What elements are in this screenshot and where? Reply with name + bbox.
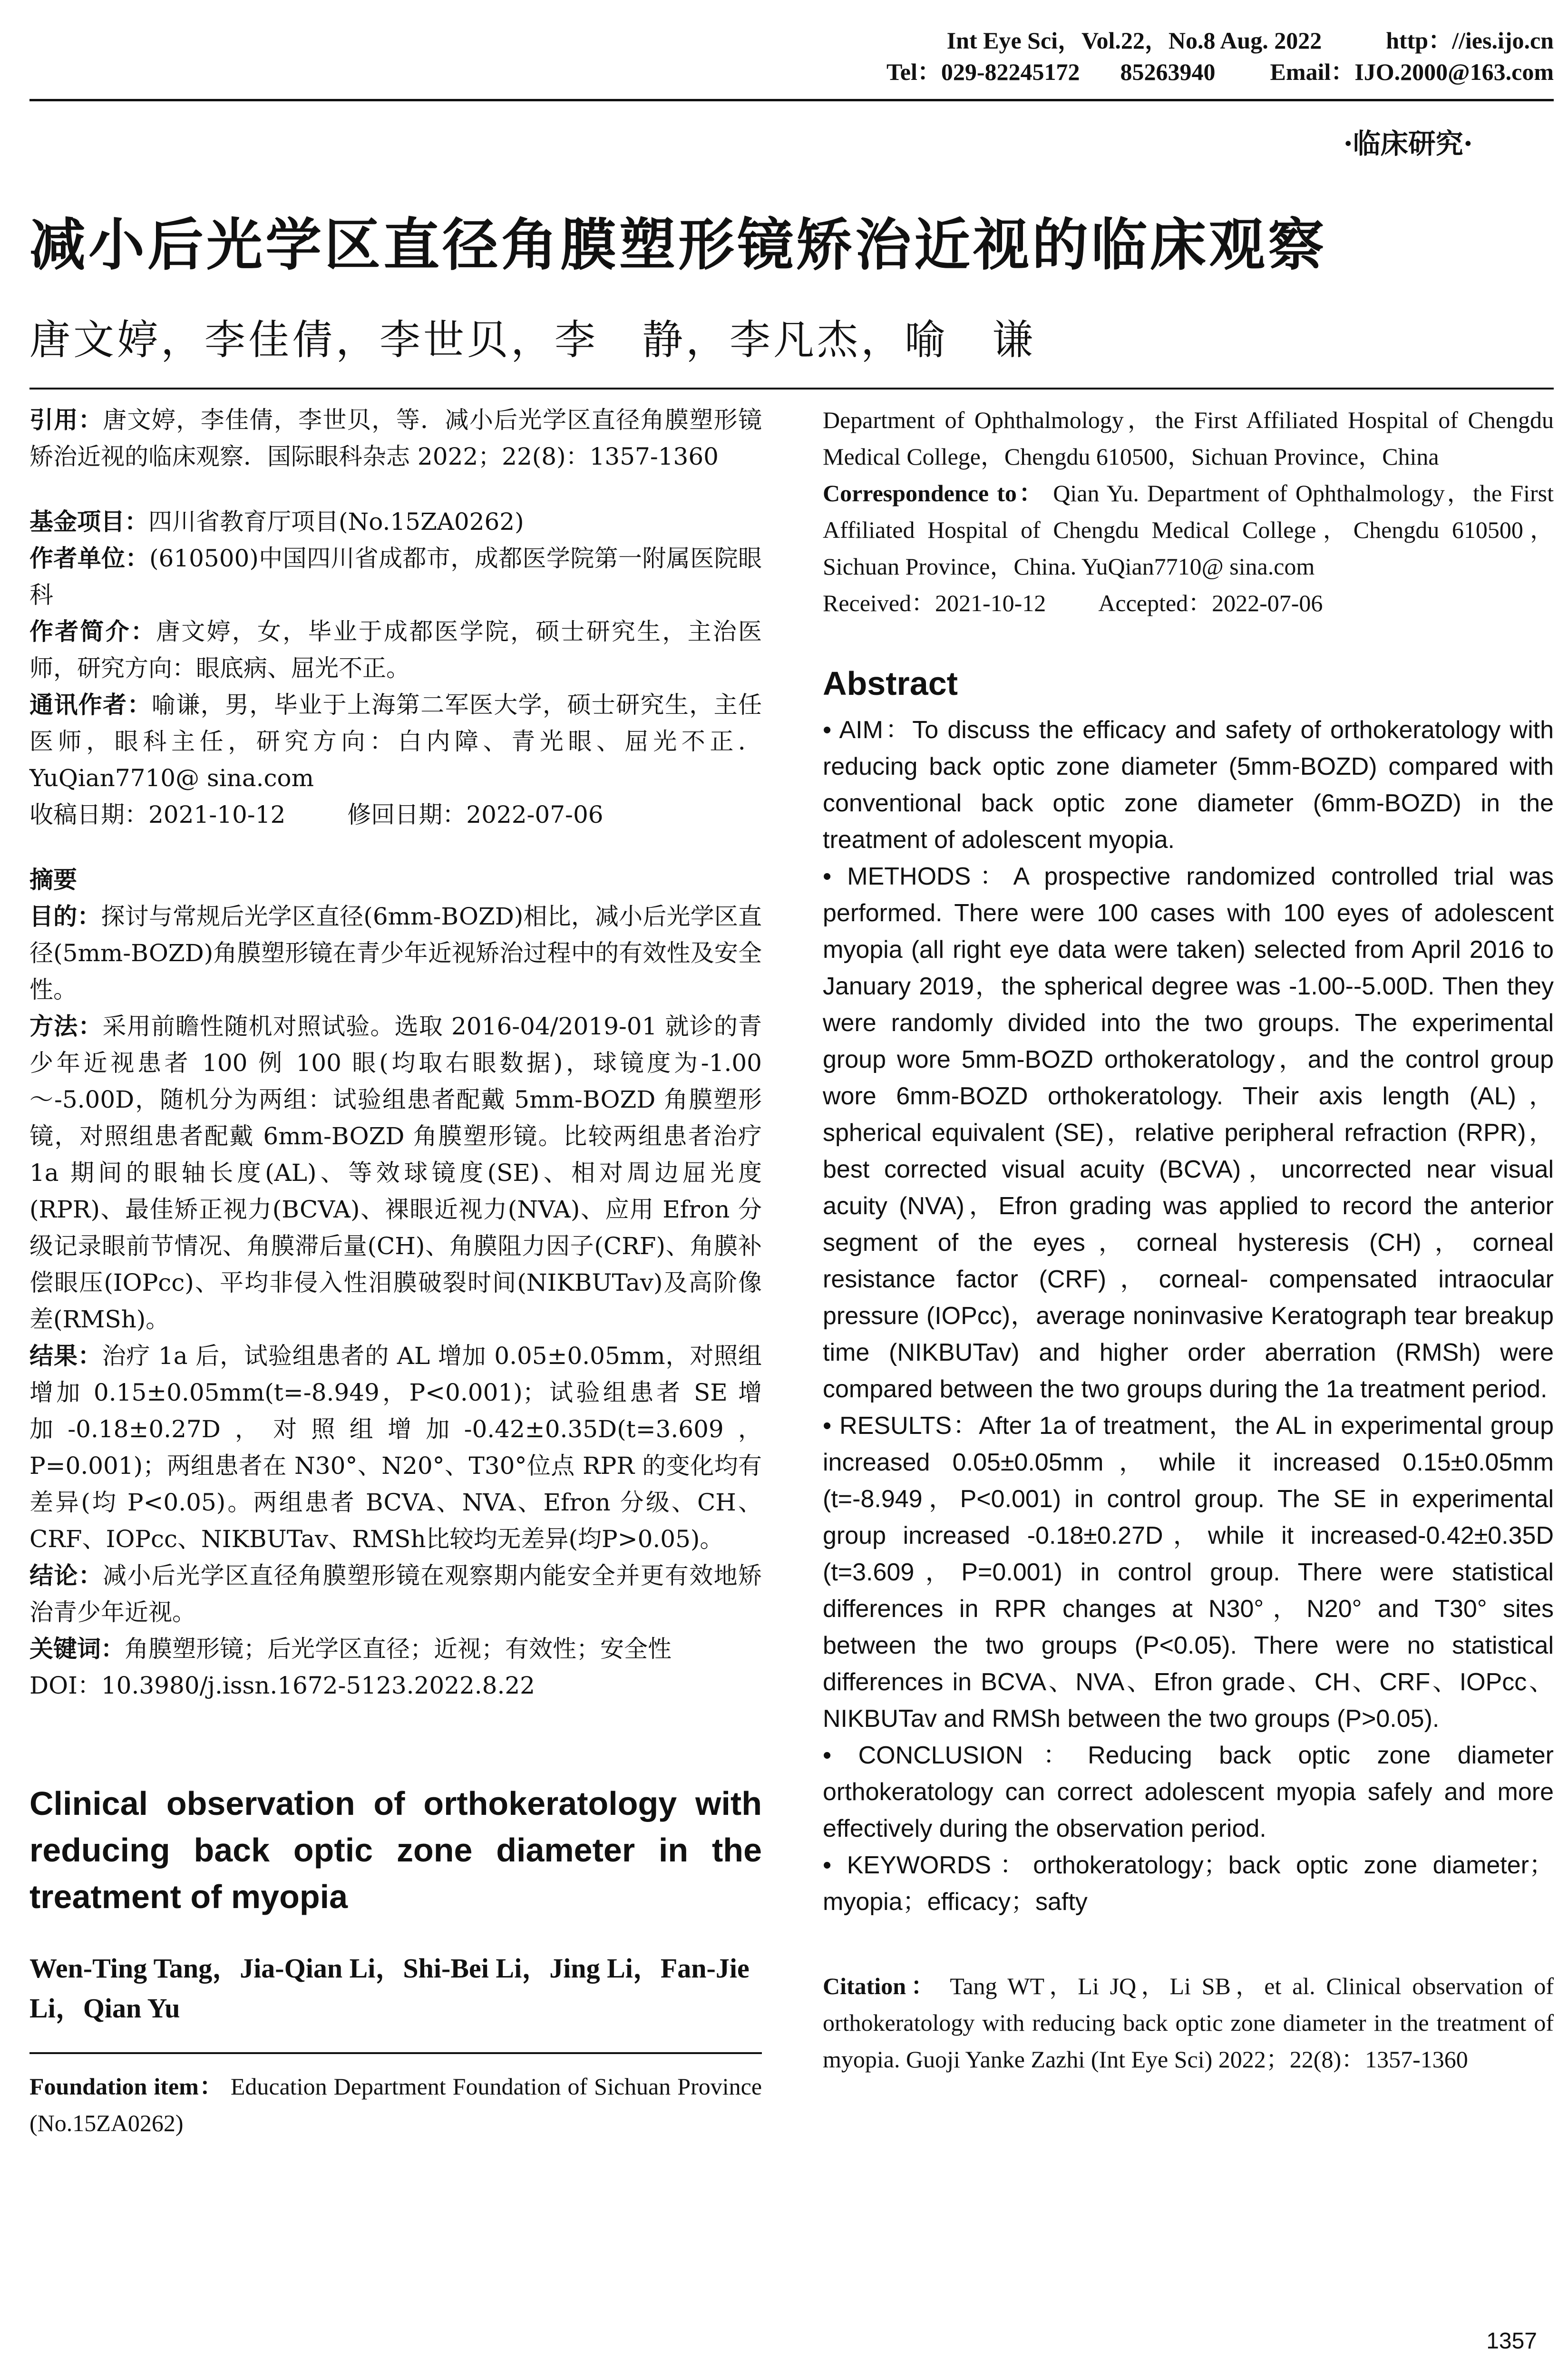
en-correspondence: Correspondence to： Qian Yu. Department of Ophthalmology，the First Affiliated Hospital of Chengdu Medical College，Chengdu 610500，Sichuan Province，China. YuQian7710@ sina.com xyxy=(823,480,1554,580)
en-title: Clinical observation of orthokeratology with reducing back optic zone diameter in the treatment of myopia xyxy=(29,1785,762,1915)
cn-corr: 通讯作者：喻谦，男，毕业于上海第二军医大学，硕士研究生，主任医师，眼科主任，研究方向：白内障、青光眼、屈光不正．YuQian7710@ sina.com xyxy=(29,691,762,792)
en-dates xyxy=(823,585,1554,622)
foundation-rule xyxy=(29,2052,762,2054)
cn-abstract-heading: 摘要 xyxy=(29,866,77,894)
page-title: 减小后光学区直径角膜塑形镜矫治近视的临床观察 xyxy=(29,212,1327,278)
authors-cn: 唐文婷，李佳倩，李世贝，李 静，李凡杰，喻 谦 xyxy=(29,316,1036,364)
en-foundation: Foundation item： Education Department Foundation of Sichuan Province (No.15ZA0262) xyxy=(29,2073,762,2136)
cn-methods: 方法：采用前瞻性随机对照试验。选取 2016-04/2019-01 就诊的青少年近视患者 100 例 100 眼(均取右眼数据)，球镜度为-1.00～-5.00D，随机分为两组：试验组患者配戴 5mm-BOZD 角膜塑形镜，对照组患者配戴 6mm-BOZD 角膜塑形镜。比较两组患者治疗 1a 期间的眼轴长度(AL)、等效球镜度(SE)、相对周边屈光度(RPR)、最佳矫正视力(BCVA)、裸眼近视力(NVA)、应用 Efron 分级记录眼前节情况、角膜滞后量(CH)、角膜阻力因子(CRF)、角膜补偿眼压(IOPcc)、平均非侵入性泪膜破裂时间(NIKBUTav)及高阶像差(RMSh)。 xyxy=(29,1013,762,1333)
cn-received: 收稿日期：2021-10-12 xyxy=(29,801,286,828)
cn-unit: 作者单位：(610500)中国四川省成都市，成都医学院第一附属医院眼科 xyxy=(29,545,762,609)
journal-tel: Tel：029-82245172 xyxy=(886,58,1080,85)
en-methods: • METHODS：A prospective randomized controlled trial was performed. There were 100 cases with 100 eyes of adolescent myopia (all right eye data were taken) selected from April 2016 to January 2019，the spherical degree was -1.00--5.00D. Then they were randomly divided into the two groups. The experimental group wore 5mm-BOZD orthokeratology，and the control group wore 6mm-BOZD orthokeratology. Their axis length (AL)，spherical equivalent (SE)，relative peripheral refraction (RPR)，best corrected visual acuity (BCVA)，uncorrected near visual acuity (NVA)，Efron grading was applied to record the anterior segment of the eyes，corneal hysteresis (CH)，corneal resistance factor (CRF)，corneal- compensated intraocular pressure (IOPcc)，average noninvasive Keratograph tear breakup time (NIKBUTav) and higher order aberration (RMSh) were compared between the two groups during the 1a treatment period. xyxy=(823,863,1554,1403)
right-column xyxy=(823,402,1554,2078)
cn-dates xyxy=(29,797,762,833)
journal-header xyxy=(886,25,1554,88)
cn-conclusion: 结论：减小后光学区直径角膜塑形镜在观察期内能安全并更有效地矫治青少年近视。 xyxy=(29,1562,762,1626)
cn-aim: 目的：探讨与常规后光学区直径(6mm-BOZD)相比，减小后光学区直径(5mm-BOZD)角膜塑形镜在青少年近视矫治过程中的有效性及安全性。 xyxy=(29,903,762,1003)
en-conclusion: • CONCLUSION：Reducing back optic zone diameter orthokeratology can correct adolescent myopia safely and more effectively during the observation period. xyxy=(823,1742,1554,1842)
en-keywords: • KEYWORDS：orthokeratology；back optic zone diameter；myopia；efficacy；safty xyxy=(823,1851,1554,1916)
en-authors: Wen-Ting Tang，Jia-Qian Li，Shi-Bei Li，Jing Li，Fan-Jie Li，Qian Yu xyxy=(29,1953,750,2024)
title-rule xyxy=(29,388,1554,390)
left-column xyxy=(29,402,762,2142)
header-rule xyxy=(29,99,1554,101)
section-label: ·临床研究· xyxy=(1343,127,1473,160)
en-affiliation: Department of Ophthalmology，the First Affiliated Hospital of Chengdu Medical College，Chengdu 610500，Sichuan Province，China xyxy=(823,407,1554,470)
journal-issue: Int Eye Sci，Vol.22，No.8 Aug. 2022 xyxy=(946,27,1322,54)
en-accepted: Accepted：2022-07-06 xyxy=(1098,590,1323,616)
en-citation: Citation： Tang WT，Li JQ，Li SB，et al. Clinical observation of orthokeratology with reducing back optic zone diameter in the treatment of myopia. Guoji Yanke Zazhi (Int Eye Sci) 2022；22(8)：1357-1360 xyxy=(823,1973,1554,2073)
en-received: Received：2021-10-12 xyxy=(823,590,1046,616)
cn-bio: 作者简介：唐文婷，女，毕业于成都医学院，硕士研究生，主治医师，研究方向：眼底病、屈光不正。 xyxy=(29,618,762,682)
abstract-heading: Abstract xyxy=(823,665,958,702)
page-number: 1357 xyxy=(1486,2328,1537,2354)
cn-citation: 引用：唐文婷，李佳倩，李世贝，等．减小后光学区直径角膜塑形镜矫治近视的临床观察．国际眼科杂志 2022；22(8)：1357-1360 xyxy=(29,406,762,470)
cn-keywords: 关键词：角膜塑形镜；后光学区直径；近视；有效性；安全性 xyxy=(29,1635,672,1663)
cn-doi[interactable]: DOI：10.3980/j.issn.1672-5123.2022.8.22 xyxy=(29,1672,535,1699)
journal-tel2: 85263940 xyxy=(1120,58,1216,85)
journal-url[interactable]: http：//ies.ijo.cn xyxy=(1386,27,1554,54)
en-aim: • AIM：To discuss the efficacy and safety of orthokeratology with reducing back optic zone diameter (5mm-BOZD) compared with conventional back optic zone diameter (6mm-BOZD) in the treatment of adolescent myopia. xyxy=(823,716,1554,854)
cn-results: 结果：治疗 1a 后，试验组患者的 AL 增加 0.05±0.05mm，对照组增加 0.15±0.05mm(t=-8.949，P<0.001)；试验组患者 SE 增加-0.18±0.27D，对照组增加-0.42±0.35D(t=3.609，P=0.001)；两组患者在 N30°、N20°、T30°位点 RPR 的变化均有差异(均 P<0.05)。两组患者 BCVA、NVA、Efron 分级、CH、CRF、IOPcc、NIKBUTav、RMSh比较均无差异(均P>0.05)。 xyxy=(29,1342,762,1553)
en-results: • RESULTS：After 1a of treatment，the AL in experimental group increased 0.05±0.05mm，while it increased 0.15±0.05mm (t=-8.949，P<0.001) in control group. The SE in experimental group increased -0.18±0.27D，while it increased-0.42±0.35D (t=3.609，P=0.001) in control group. There were statistical differences in RPR changes at N30°，N20° and T30° sites between the two groups (P<0.05). There were no statistical differences in BCVA、NVA、Efron grade、CH、CRF、IOPcc、NIKBUTav and RMSh between the two groups (P>0.05). xyxy=(823,1412,1554,1733)
journal-email[interactable]: Email：IJO.2000@163.com xyxy=(1270,58,1554,85)
cn-fund: 基金项目：四川省教育厅项目(No.15ZA0262) xyxy=(29,508,524,536)
cn-revised: 修回日期：2022-07-06 xyxy=(347,801,604,828)
